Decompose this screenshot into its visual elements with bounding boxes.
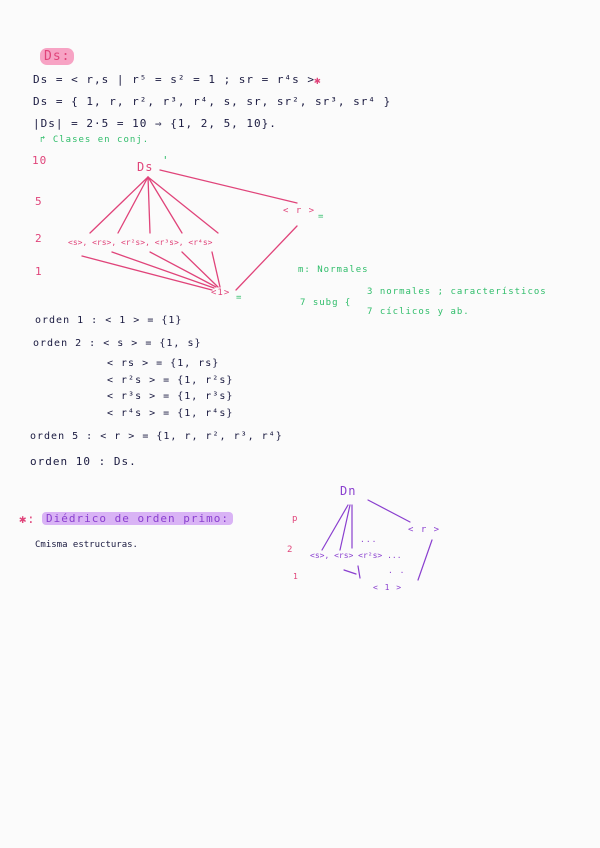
edge-ds-r4s xyxy=(148,177,218,233)
dihedral-subtitle: Cmisma estructuras. xyxy=(35,540,138,550)
page-title: Ds: xyxy=(40,49,74,64)
order-5: orden 5 : < r > = {1, r, r², r³, r⁴} xyxy=(30,431,283,442)
dn-row2: <s>, <rs> <r²s> ... xyxy=(310,551,402,560)
dn-r: < r > xyxy=(408,525,441,535)
edge-ds-r3s xyxy=(148,177,182,233)
classes-note: ↱ Clases en conj. xyxy=(40,135,150,145)
lattice-level2: <s>, <rs>, <r²s>, <r³s>, <r⁴s> xyxy=(68,238,213,247)
dn-bottom: < 1 > xyxy=(373,583,403,592)
elements-line: Ds = { 1, r, r², r³, r⁴, s, sr, sr², sr³, sr⁴ } xyxy=(33,95,392,108)
edge-s-1 xyxy=(82,256,212,290)
ciclicos-note: 7 cíclicos y ab. xyxy=(367,307,470,317)
dn-edge-5 xyxy=(418,540,432,580)
order-2-rs: < rs > = {1, rs} xyxy=(107,358,220,369)
edge-ds-r xyxy=(160,170,297,203)
dn-edge-7 xyxy=(358,566,360,578)
dn-level-1: 1 xyxy=(293,572,299,581)
edge-r-1 xyxy=(236,226,297,290)
edge-rs-1 xyxy=(112,252,214,288)
dn-edge-2 xyxy=(340,505,350,550)
order-1: orden 1 : < 1 > = {1} xyxy=(35,315,183,326)
dihedral-heading: Diédrico de orden primo: xyxy=(42,512,233,525)
dn-edge-4 xyxy=(368,500,410,522)
lattice-r: < r > xyxy=(283,206,316,216)
dihedral-star-icon: ✱: xyxy=(19,512,36,526)
order-2-r4s: < r⁴s > = {1, r⁴s} xyxy=(107,408,234,419)
order-line: |Ds| = 2·5 = 10 ⇒ {1, 2, 5, 10}. xyxy=(33,117,277,130)
level-10: 10 xyxy=(32,154,48,167)
dn-level-2: 2 xyxy=(287,545,294,555)
normales-note: m: Normales xyxy=(298,265,369,275)
order-2: orden 2 : < s > = {1, s} xyxy=(33,338,202,349)
order-2-r2s: < r²s > = {1, r²s} xyxy=(107,375,234,386)
star-icon: ✱ xyxy=(314,74,322,87)
lattice-bottom-mark: = xyxy=(236,293,243,303)
level-1: 1 xyxy=(35,265,43,278)
lattice-r-mark: = xyxy=(318,212,325,222)
subgroups-note: 7 subg { xyxy=(300,298,352,308)
dn-level-p: p xyxy=(292,514,299,524)
edge-ds-s xyxy=(90,177,148,233)
presentation-line: Ds = < r,s | r⁵ = s² = 1 ; sr = r⁴s > xyxy=(33,73,316,86)
level-5: 5 xyxy=(35,195,43,208)
lattice-bottom: <1> xyxy=(211,288,231,298)
dn-dots2: . . xyxy=(388,566,406,575)
dn-top: Dn xyxy=(340,484,357,498)
edge-ds-rs xyxy=(118,177,148,233)
dn-edge-1 xyxy=(322,505,348,550)
order-2-r3s: < r³s > = {1, r³s} xyxy=(107,391,234,402)
lattice-top-mark: ' xyxy=(162,154,170,167)
dn-edge-6 xyxy=(344,570,356,574)
dn-dots: ... xyxy=(360,535,378,544)
order-10: orden 10 : Ds. xyxy=(30,455,137,468)
normales-detail: 3 normales ; característicos xyxy=(367,287,547,297)
level-2: 2 xyxy=(35,232,43,245)
lattice-top: Ds xyxy=(137,160,154,174)
edge-ds-r2s xyxy=(148,177,150,233)
